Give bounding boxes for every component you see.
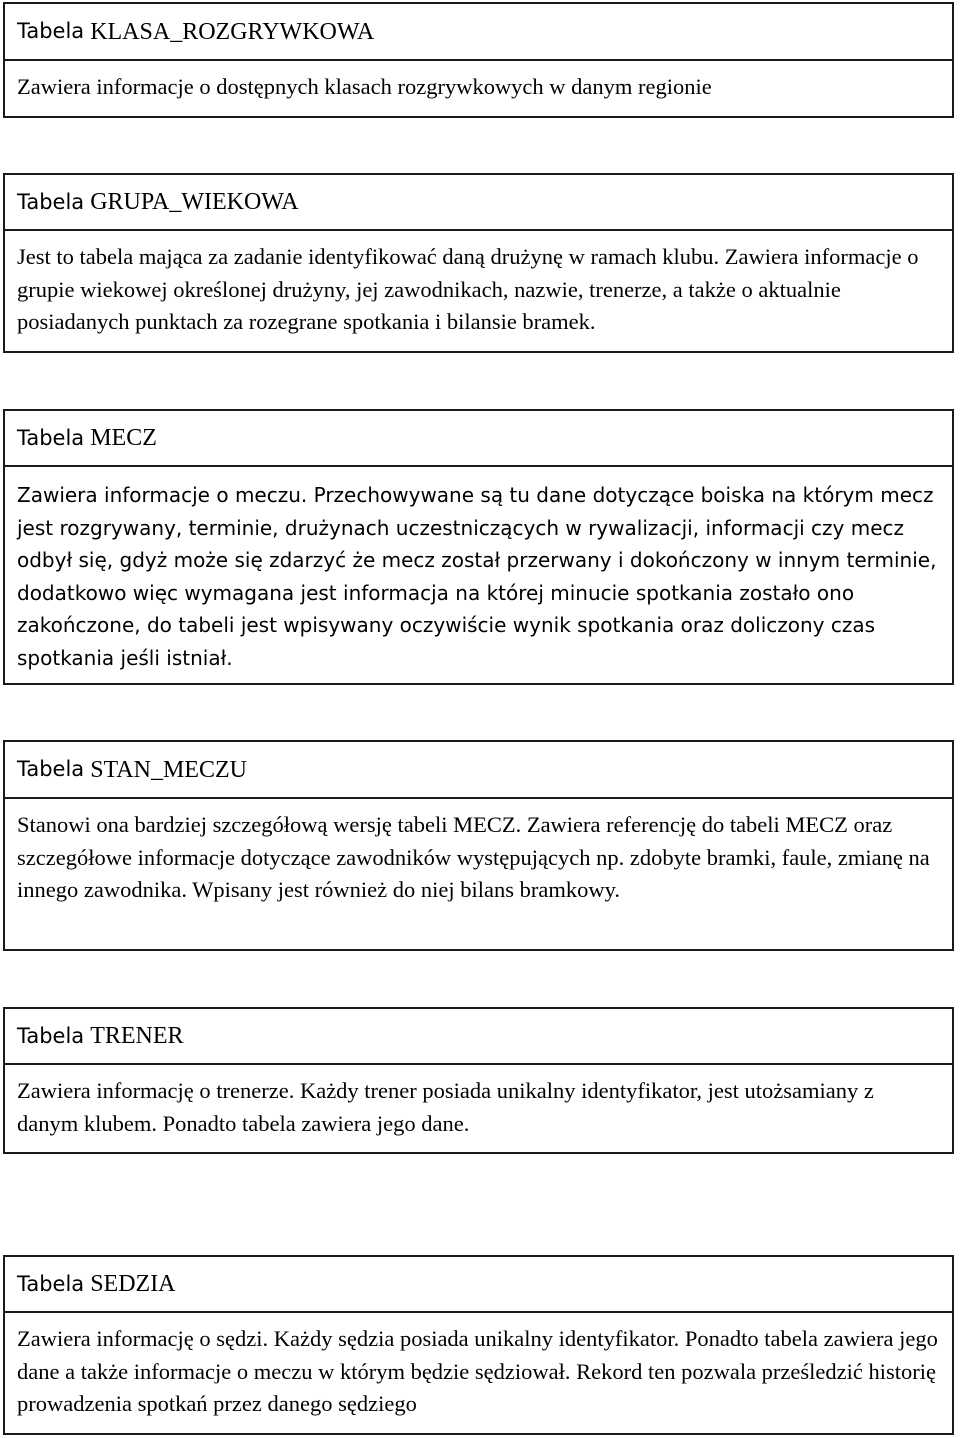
table-name: GRUPA_WIEKOWA: [90, 189, 299, 215]
table-prefix: Tabela: [17, 19, 85, 43]
table-header: [3, 1255, 954, 1313]
description-text: Zawiera informacje o dostępnych klasach rozgrywkowych w danym regionie: [17, 74, 712, 99]
table-section-sedzia: [3, 1255, 954, 1435]
table-name: TRENER: [90, 1023, 184, 1049]
table-prefix: Tabela: [17, 189, 85, 214]
description-text: Zawiera informację o trenerze. Każdy trener posiada unikalny identyfikator, jest utożsamiany z danym klubem. Ponadto tabela zawiera jego dane.: [17, 1078, 874, 1136]
description-text: Jest to tabela mająca za zadanie identyfikować daną drużynę w ramach klubu. Zawiera informacje o grupie wiekowej określonej drużyny, jej zawodnikach, nazwie, trenerze, a także o aktualnie posiadanych punktach za rozegrane spotkania i bilansie bramek.: [17, 244, 919, 334]
table-section-grupa-wiekowa: [3, 173, 954, 353]
table-description: [3, 1065, 954, 1154]
table-section-klasa-rozgrywkowa: [3, 2, 954, 118]
description-text: Zawiera informację o sędzi. Każdy sędzia posiada unikalny identyfikator. Ponadto tabela zawiera jego dane a także informacje o meczu w którym będzie sędziował. Rekord ten pozwala prześledzić historię prowadzenia spotkań przez danego sędziego: [17, 1326, 938, 1416]
table-prefix: Tabela: [17, 1023, 85, 1048]
table-name: SEDZIA: [90, 1271, 176, 1297]
table-name: STAN_MECZU: [90, 756, 247, 783]
table-prefix: Tabela: [17, 425, 85, 450]
table-prefix: Tabela: [17, 1271, 85, 1296]
table-description: [3, 799, 954, 951]
table-description: [3, 231, 954, 353]
table-name: MECZ: [90, 425, 157, 451]
table-section-stan-meczu: [3, 740, 954, 951]
description-text: Zawiera informacje o meczu. Przechowywane są tu dane dotyczące boiska na którym mecz jest rozgrywany, terminie, drużynach uczestniczących w rywalizacji, informacji czy mecz odbył się, gdyż może się zdarzyć że mecz został przerwany i dokończony w innym terminie, dodatkowo więc wymagana jest informacja na której minucie spotkania zostało ono zakończone, do tabeli jest wpisywany oczywiście wynik spotkania oraz doliczony czas spotkania jeśli istniał.: [17, 483, 937, 670]
table-prefix: Tabela: [17, 757, 85, 781]
table-description: [3, 467, 954, 685]
table-header: [3, 1007, 954, 1065]
table-header: [3, 2, 954, 61]
table-description: [3, 61, 954, 118]
table-name: KLASA_ROZGRYWKOWA: [90, 18, 375, 45]
table-section-trener: [3, 1007, 954, 1154]
table-header: [3, 740, 954, 799]
table-section-mecz: [3, 409, 954, 685]
table-header: [3, 173, 954, 231]
table-header: [3, 409, 954, 467]
table-description: [3, 1313, 954, 1435]
description-text: Stanowi ona bardziej szczegółową wersję tabeli MECZ. Zawiera referencję do tabeli MECZ oraz szczegółowe informacje dotyczące zawodników występujących np. zdobyte bramki, faule, zmianę na innego zawodnika. Wpisany jest również do niej bilans bramkowy.: [17, 812, 930, 902]
